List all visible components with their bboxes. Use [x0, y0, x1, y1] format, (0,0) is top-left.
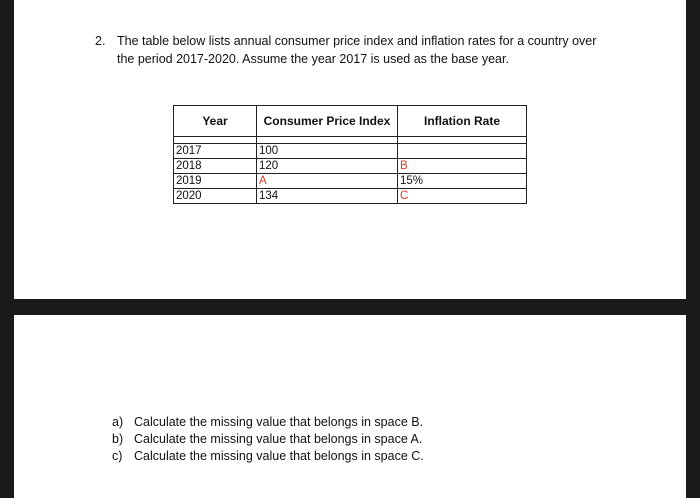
header-year: Year	[174, 106, 257, 137]
table-row	[174, 174, 527, 189]
list-item	[112, 431, 424, 448]
cell-inflation-placeholder-c: C	[398, 189, 527, 204]
cell-year: 2017	[174, 144, 257, 159]
part-label: b)	[112, 432, 124, 446]
page-bottom	[14, 315, 686, 498]
list-item	[112, 414, 424, 431]
cell-year: 2020	[174, 189, 257, 204]
part-label: a)	[112, 415, 124, 429]
list-item	[112, 448, 424, 465]
table-row	[174, 189, 527, 204]
question-text: The table below lists annual consumer price index and inflation rates for a country over the period 2017-2020. Assume the year 2017 is used as the base year.	[117, 34, 597, 66]
part-text: Calculate the missing value that belongs in space B.	[134, 415, 424, 429]
cell-cpi: 100	[257, 144, 398, 159]
header-cpi: Consumer Price Index	[257, 106, 398, 137]
table-row	[174, 159, 527, 174]
table-spacer-row	[174, 137, 527, 144]
cell-year: 2018	[174, 159, 257, 174]
cell-inflation-placeholder-b: B	[398, 159, 527, 174]
table-header-row	[174, 106, 527, 137]
cell-cpi-placeholder-a: A	[257, 174, 398, 189]
question-parts	[112, 414, 424, 465]
question-block	[95, 32, 615, 68]
part-text: Calculate the missing value that belongs in space A.	[134, 432, 423, 446]
cpi-table	[173, 105, 527, 204]
cell-cpi: 120	[257, 159, 398, 174]
question-number: 2.	[95, 34, 106, 48]
part-label: c)	[112, 449, 123, 463]
table-row	[174, 144, 527, 159]
cell-inflation	[398, 144, 527, 159]
part-text: Calculate the missing value that belongs in space C.	[134, 449, 424, 463]
cell-cpi: 134	[257, 189, 398, 204]
cell-inflation: 15%	[398, 174, 527, 189]
page-top	[14, 0, 686, 299]
cell-year: 2019	[174, 174, 257, 189]
header-inflation: Inflation Rate	[398, 106, 527, 137]
